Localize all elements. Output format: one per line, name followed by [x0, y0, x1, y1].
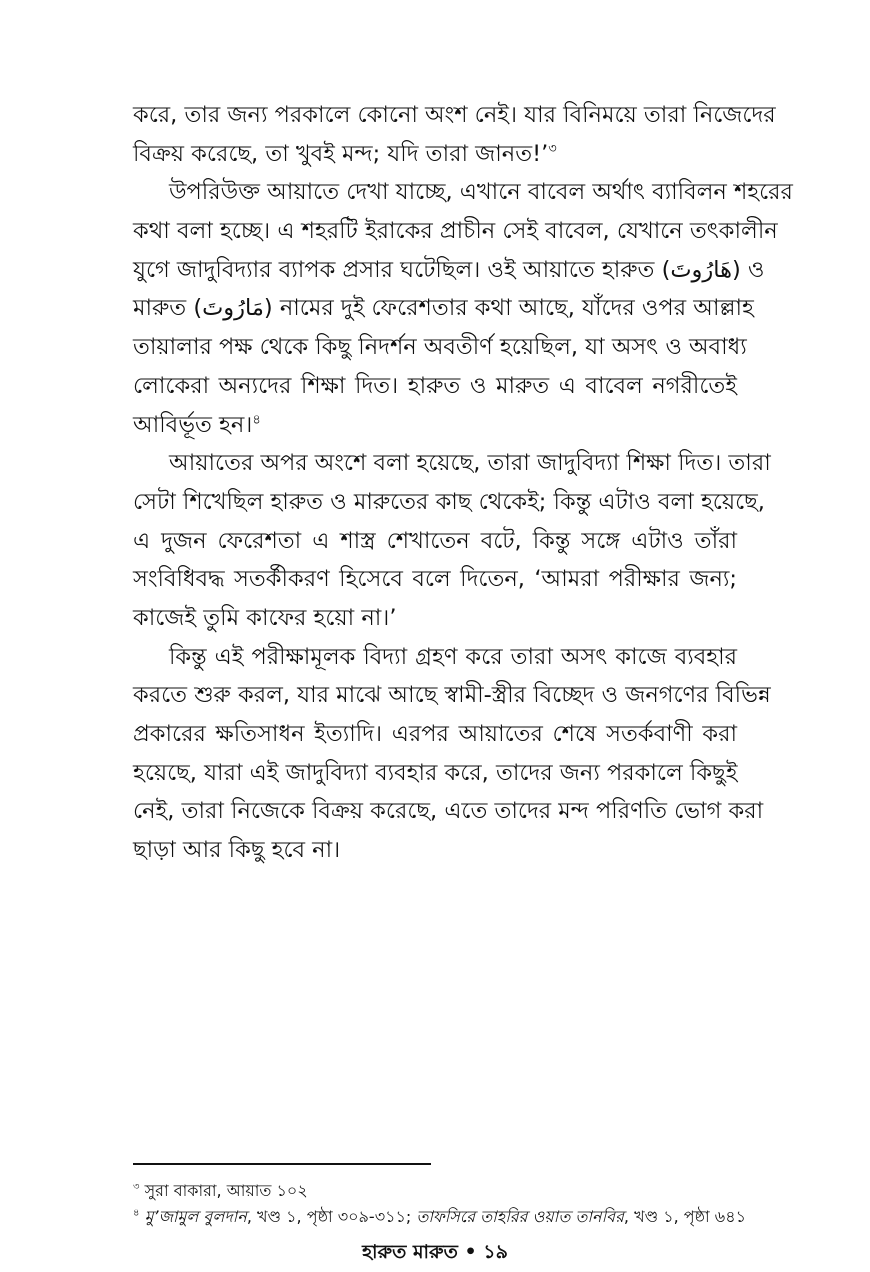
- paragraph-line: উপরিউক্ত আয়াতে দেখা যাচ্ছে, এখানে বাবেল অর্থাৎ ব্যাবিলন শহরের: [169, 179, 793, 206]
- paragraph-line: [133, 251, 765, 290]
- paragraph-line: আয়াতের অপর অংশে বলা হয়েছে, তারা জাদুবিদ্যা শিক্ষা দিত। তারা: [169, 450, 771, 477]
- footnotes: [133, 1178, 746, 1230]
- footnote-ref-3: ৩: [548, 141, 557, 157]
- paragraph-line: [133, 289, 754, 328]
- paragraph-text: বিক্রয় করেছে, তা খুবই মন্দ; যদি তারা জানত!’: [133, 140, 549, 167]
- footnote-4: [133, 1204, 746, 1230]
- paragraph-text: ) ও: [732, 256, 765, 283]
- arabic-harut: هَارُوتَ: [670, 256, 732, 283]
- arabic-marut: مَارُوتَ: [202, 295, 264, 322]
- paragraph-line: সেটা শিখেছিল হারুত ও মারুতের কাছ থেকেই; কিন্তু এটাও বলা হয়েছে,: [133, 488, 765, 515]
- paragraph-line: কথা বলা হচ্ছে। এ শহরটি ইরাকের প্রাচীন সেই বাবেল, যেখানে তৎকালীন: [133, 218, 778, 245]
- paragraph-line: এ দুজন ফেরেশতা এ শাস্ত্র শেখাতেন বটে, কিন্তু সঙ্গে এটাও তাঁরা: [133, 527, 737, 554]
- footnote-divider: [133, 1163, 431, 1165]
- paragraph-line: কাজেই তুমি কাফের হয়ো না।’: [133, 604, 397, 631]
- paragraph-text: ) নামের দুই ফেরেশতার কথা আছে, যাঁদের ওপর আল্লাহ: [263, 295, 754, 322]
- footnote-text: , খণ্ড ১, পৃষ্ঠা ৬৪১: [623, 1207, 746, 1226]
- paragraph-text: যুগে জাদুবিদ্যার ব্যাপক প্রসার ঘটেছিল। ওই আয়াতে হারুত (: [133, 256, 671, 283]
- paragraph-line: লোকেরা অন্যদের শিক্ষা দিত। হারুত ও মারুত এ বাবেল নগরীতেই: [133, 372, 737, 399]
- paragraph-line: হয়েছে, যারা এই জাদুবিদ্যা ব্যবহার করে, তাদের জন্য পরকালে কিছুই: [133, 759, 738, 786]
- paragraph-line: ছাড়া আর কিছু হবে না।: [133, 837, 341, 864]
- paragraph-text: আবির্ভূত হন।: [133, 411, 253, 438]
- paragraph-line: নেই, তারা নিজেকে বিক্রয় করেছে, এতে তাদের মন্দ পরিণতি ভোগ করা: [133, 798, 764, 825]
- paragraph-line: করে, তার জন্য পরকালে কোনো অংশ নেই। যার বিনিময়ে তারা নিজেদের: [133, 102, 776, 128]
- footnote-source-title: তাফসিরে তাহরির ওয়াত তানবির: [416, 1207, 624, 1226]
- footnote-ref-4: ৪: [252, 412, 261, 427]
- footnote-source-title: মু’জামুল বুলদান: [144, 1207, 247, 1226]
- footnote-text: সুরা বাকারা, আয়াত ১০২: [144, 1181, 308, 1200]
- footnote-marker: ৩: [133, 1181, 140, 1193]
- footnote-marker: ৪: [133, 1207, 140, 1219]
- paragraph-line: কিন্তু এই পরীক্ষামূলক বিদ্যা গ্রহণ করে তারা অসৎ কাজে ব্যবহার: [169, 643, 737, 670]
- footnote-text: , খণ্ড ১, পৃষ্ঠা ৩০৯-৩১১;: [246, 1207, 417, 1226]
- paragraph-line: তায়ালার পক্ষ থেকে কিছু নিদর্শন অবতীর্ণ হয়েছিল, যা অসৎ ও অবাধ্য: [133, 334, 747, 361]
- paragraph-line: [133, 135, 737, 174]
- paragraph-line: সংবিধিবদ্ধ সতর্কীকরণ হিসেবে বলে দিতেন, ‘আমরা পরীক্ষার জন্য;: [133, 566, 737, 593]
- paragraph-text: মারুত (: [133, 295, 203, 322]
- body-text: [133, 96, 793, 870]
- footnote-3: [133, 1178, 737, 1204]
- paragraph-line: করতে শুরু করল, যার মাঝে আছে স্বামী-স্ত্রীর বিচ্ছেদ ও জনগণের বিভিন্ন: [133, 682, 771, 709]
- paragraph-line: প্রকারের ক্ষতিসাধন ইত্যাদি। এরপর আয়াতের শেষে সতর্কবাণী করা: [133, 721, 737, 747]
- running-footer: হারুত মারুত • ১৯: [362, 1241, 508, 1263]
- paragraph-line: [133, 406, 737, 445]
